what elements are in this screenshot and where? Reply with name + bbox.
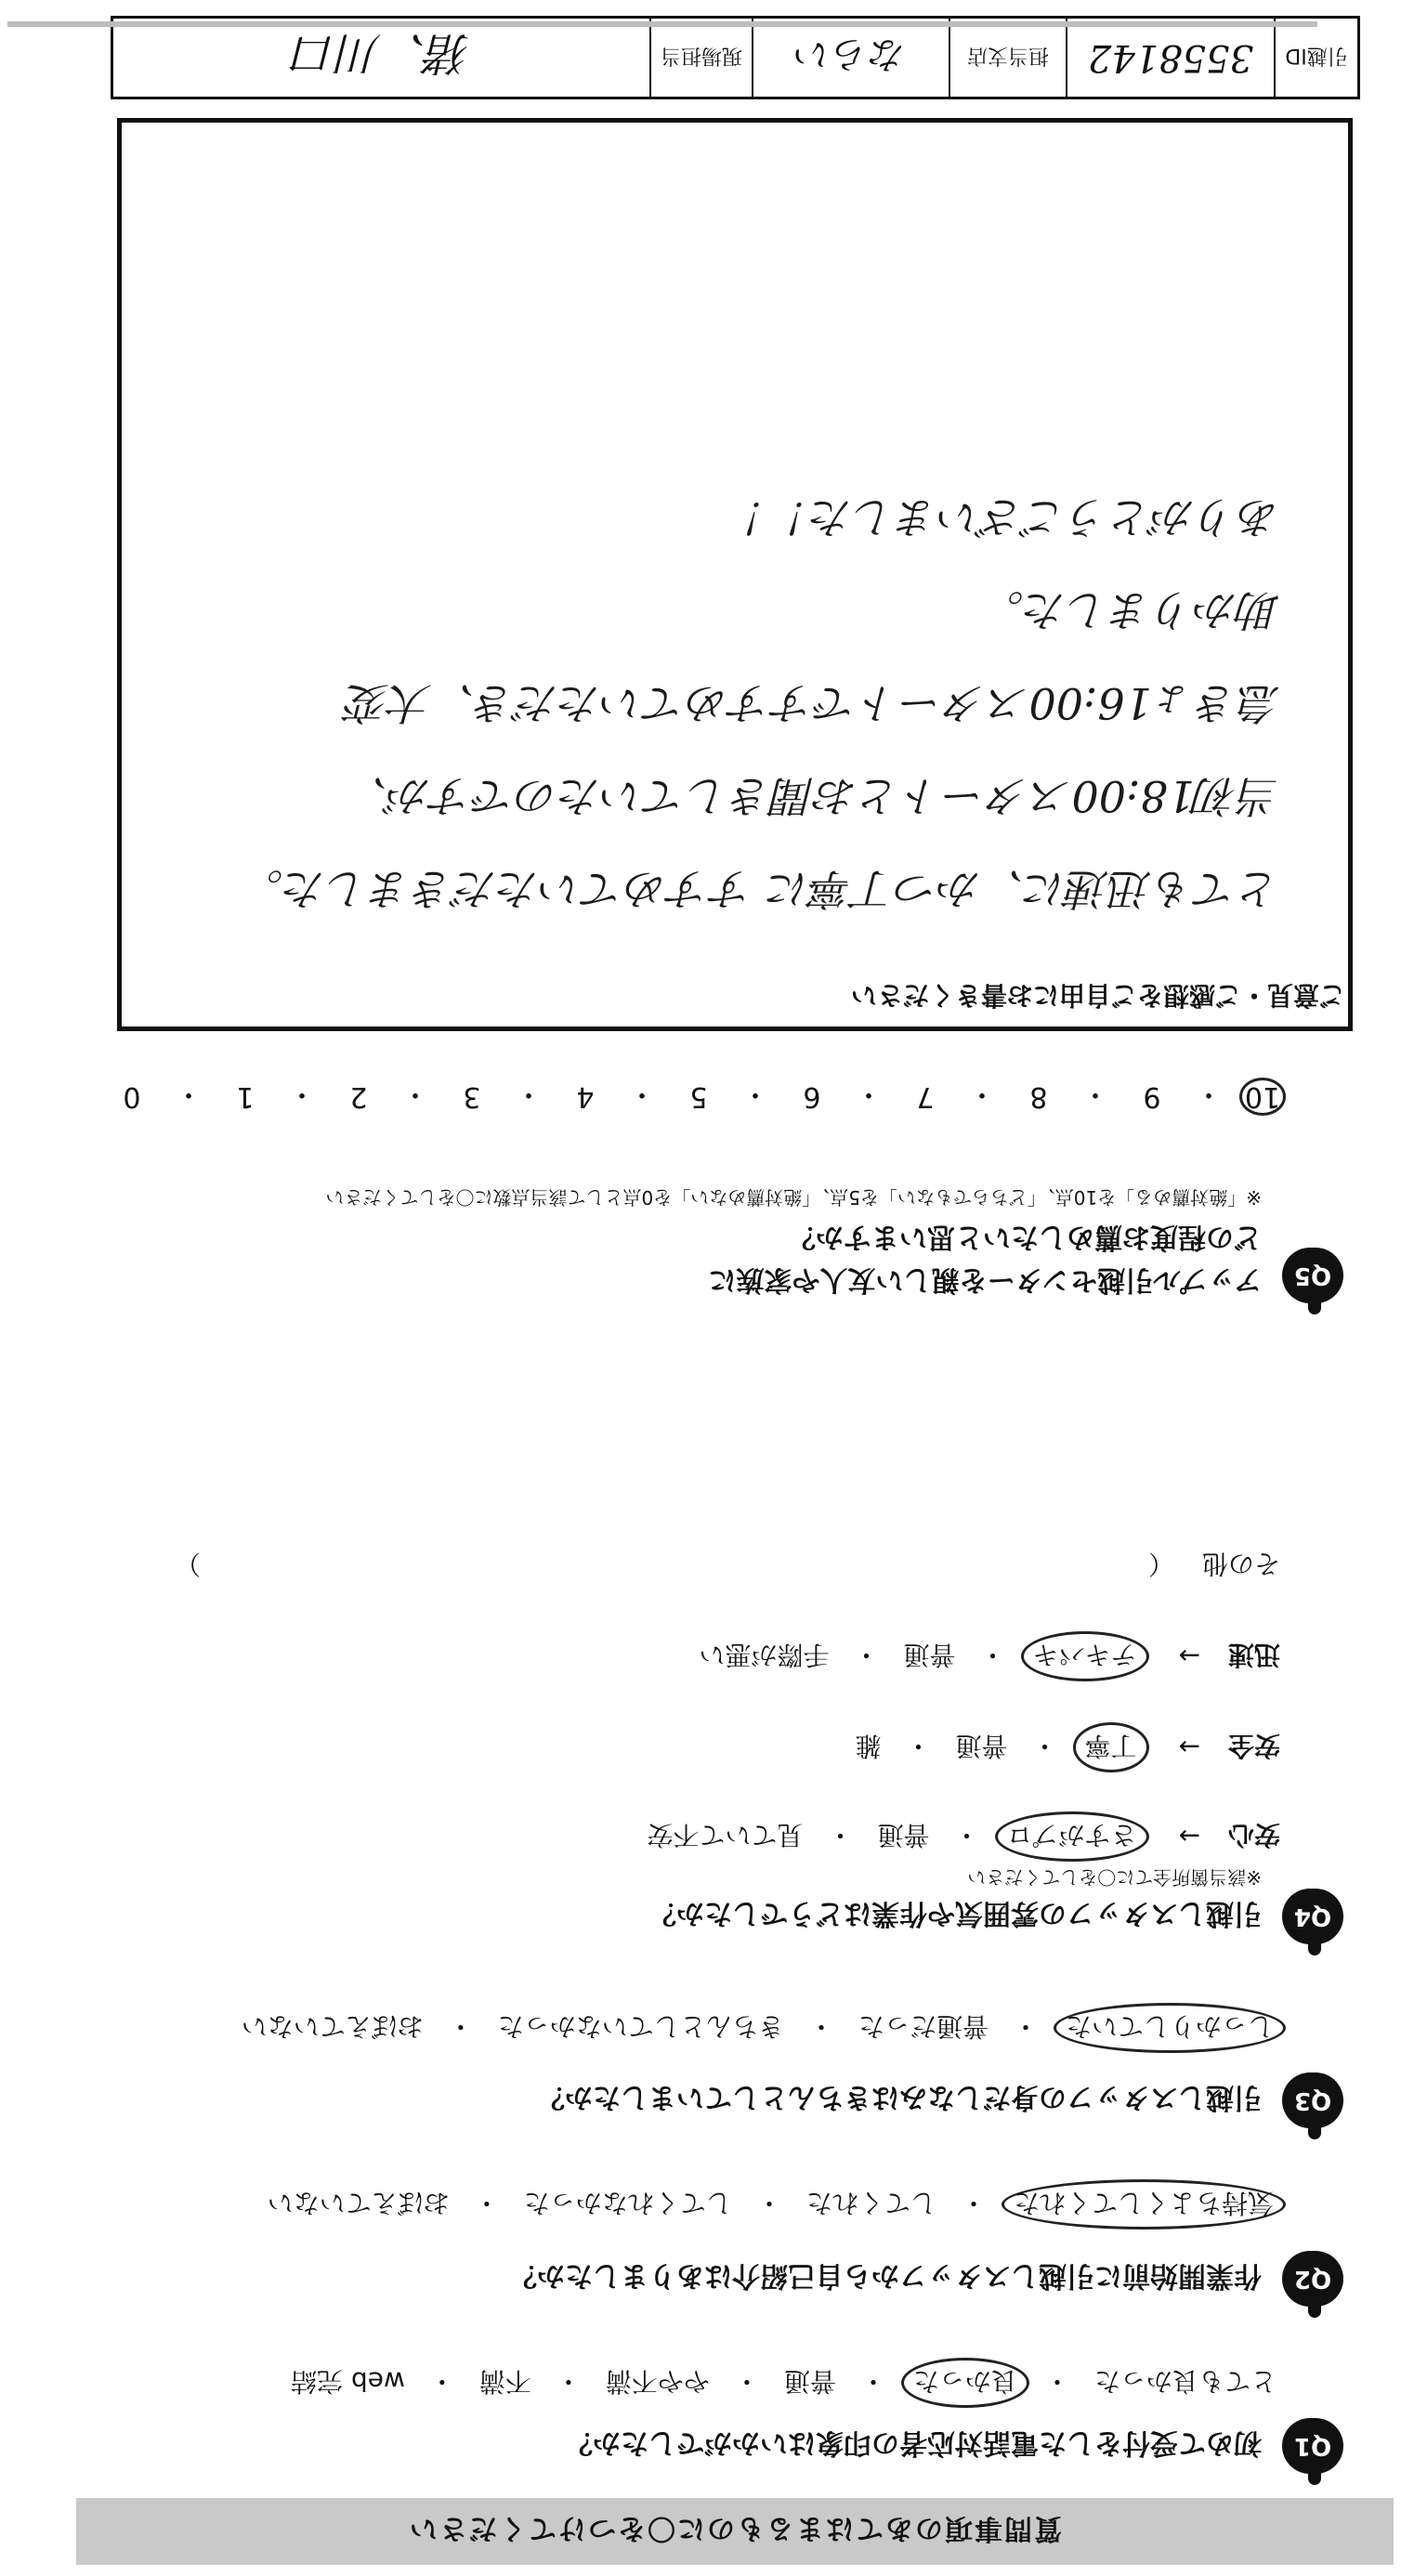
q1-question: 初めて受付をした電話対応者の印象はいかがでしたか？ (565, 2426, 1262, 2459)
page-edge-divider (7, 21, 1317, 27)
q4-jinsoku-option-2[interactable]: 普通 (903, 1640, 956, 1670)
q5-question-line2: どの程度お薦めしたいと思いますか？ (788, 1221, 1262, 1253)
q5-score-4[interactable]: 4 (576, 1080, 595, 1114)
q4-badge (1282, 1889, 1343, 1944)
q4-anshin-option-1-selected[interactable]: さすがプロ (995, 1811, 1149, 1862)
q3-badge-label: Q3 (1293, 2086, 1332, 2114)
q4-row-label: 迅速 (1227, 1640, 1280, 1670)
q4-badge-label: Q4 (1293, 1903, 1332, 1930)
q5-score-9[interactable]: 9 (1143, 1080, 1161, 1114)
q5-score-6[interactable]: 6 (803, 1080, 821, 1114)
q4-anzen-option-1-selected[interactable]: 丁寧 (1073, 1722, 1149, 1772)
q1-options: とても良かった ・ 良かった ・ 普通 ・ やや不満 ・ 不満 ・ web 完結 (287, 2364, 1280, 2401)
q5-score-0[interactable]: 0 (123, 1080, 141, 1114)
q4-row-other (72, 1547, 1280, 1584)
q1-option-2-selected[interactable]: 良かった (901, 2358, 1029, 2408)
q1-option-1[interactable]: とても良かった (1093, 2366, 1277, 2397)
q1-option-5[interactable]: 不満 (478, 2366, 531, 2397)
q2-option-2[interactable]: してくれた (805, 2188, 936, 2218)
move-id-value-text: 3558142 (1087, 36, 1254, 79)
q4-anzen-option-3[interactable]: 雑 (855, 1731, 882, 1761)
q3-option-1-selected[interactable]: しっかりしていた (1054, 2003, 1286, 2053)
q4-other-label: その他 (1201, 1549, 1280, 1579)
comment-line-1: とても迅速に、かつ丁寧に すすめていただきました。 (240, 864, 1280, 914)
site-leader-value-text: 猪、川口 (292, 27, 471, 80)
comment-line-4: 助かりました。 (981, 585, 1280, 635)
q5-score-8[interactable]: 8 (1029, 1080, 1048, 1114)
q4-anshin-option-2[interactable]: 普通 (877, 1820, 930, 1850)
q2-question: 作業開始前に引越しスタッフから自己紹介はありましたか？ (509, 2259, 1262, 2292)
q2-option-3[interactable]: してくれなかった (523, 2188, 732, 2218)
q4-anshin-option-3[interactable]: 見ていて不安 (647, 1820, 804, 1850)
q3-option-3[interactable]: きちんとしていなかった (497, 2011, 784, 2042)
q3-option-2[interactable]: 普通だった (858, 2011, 989, 2042)
q2-options: 気持ちよくしてくれた ・ してくれた ・ してくれなかった ・ おぼえていない (264, 2186, 1280, 2223)
arrow-icon: → (1178, 1821, 1200, 1852)
q5-badge (1282, 1248, 1343, 1303)
comment-line-2: 当初18:00スタートとお聞きしていたのですが、 (345, 771, 1280, 821)
q5-score-5[interactable]: 5 (689, 1080, 708, 1114)
q2-option-4[interactable]: おぼえていない (267, 2188, 450, 2218)
q1-option-3[interactable]: 普通 (783, 2366, 836, 2397)
q4-jinsoku-option-3[interactable]: 手際が悪い (699, 1640, 830, 1670)
q4-other-close-paren: ） (174, 1549, 201, 1579)
q2-badge-label: Q2 (1293, 2265, 1332, 2293)
site-leader-value (113, 19, 649, 97)
q5-score-3[interactable]: 3 (463, 1080, 481, 1114)
q1-badge (1282, 2418, 1343, 2474)
site-leader-label: 現場担当 (649, 19, 752, 97)
staff-info-table (111, 16, 1360, 99)
q4-row-anzen: 安全 → 丁寧 ・ 普通 ・ 雑 (851, 1729, 1280, 1766)
q2-option-1-selected[interactable]: 気持ちよくしてくれた (1002, 2179, 1286, 2229)
q4-row-anshin: 安心 → さすがプロ ・ 普通 ・ 見ていて不安 (643, 1818, 1280, 1855)
q1-option-4[interactable]: やや不満 (605, 2366, 710, 2397)
branch-value (752, 19, 949, 97)
q4-row-label: 安全 (1227, 1731, 1280, 1761)
q5-question-line1: アップル引越センターを親しい友人や家族に (708, 1263, 1262, 1296)
q4-question: 引越しスタッフの雰囲気や作業はどうでしたか？ (648, 1897, 1262, 1929)
q3-question: 引越しスタッフの身だしなみはきちんとしていましたか？ (537, 2081, 1262, 2113)
q5-scale: 10 ・ 9 ・ 8 ・ 7 ・ 6 ・ 5 ・ 4 ・ 3 ・ 2 ・ 1 ・ 0 (111, 1077, 1280, 1118)
q4-anzen-option-2[interactable]: 普通 (955, 1731, 1008, 1761)
q2-badge (1282, 2251, 1343, 2307)
q5-note: ※「絶対薦める」を10点、「どちらでもない」を5点、「絶対薦めない」を0点として該当点数に〇をしてください (325, 1186, 1262, 1209)
q4-row-label: 安心 (1227, 1820, 1280, 1850)
q4-other-open-paren: （ (1147, 1549, 1174, 1579)
comment-line-3: 急きょ16:00スタートですすめていただき、大変 (346, 678, 1280, 728)
instruction-text: 質問事項のあてはまるものに〇をつけてください (408, 2512, 1062, 2544)
q5-badge-label: Q5 (1293, 1262, 1332, 1289)
comment-line-5: ありがとうございました！！ (725, 492, 1280, 543)
q1-badge-label: Q1 (1293, 2432, 1332, 2460)
move-id-label: 引越ID (1274, 19, 1357, 97)
q4-note: ※該当箇所全てに〇をしてください (967, 1866, 1262, 1889)
q5-score-1[interactable]: 1 (236, 1080, 255, 1114)
arrow-icon: → (1178, 1732, 1200, 1763)
q5-score-2[interactable]: 2 (349, 1080, 368, 1114)
move-id-value (1066, 19, 1274, 97)
q5-score-10-selected[interactable]: 10 (1239, 1079, 1286, 1117)
branch-value-text: ならい (795, 33, 907, 76)
comment-heading: ご意見・ご感想をご自由にお書きください (850, 980, 1345, 1011)
q4-jinsoku-option-1-selected[interactable]: テキパキ (1021, 1631, 1149, 1681)
q3-options: しっかりしていた ・ 普通だった ・ きちんとしていなかった ・ おぼえていない (238, 2009, 1280, 2046)
q3-option-4[interactable]: おぼえていない (241, 2011, 424, 2042)
q4-row-jinsoku: 迅速 → テキパキ ・ 普通 ・ 手際が悪い (695, 1638, 1280, 1675)
q3-badge (1282, 2073, 1343, 2128)
q5-score-7[interactable]: 7 (916, 1080, 935, 1114)
branch-label: 担当支店 (949, 19, 1066, 97)
q1-option-6[interactable]: web 完結 (291, 2366, 405, 2397)
arrow-icon: → (1178, 1641, 1200, 1672)
instruction-banner (76, 2498, 1394, 2565)
